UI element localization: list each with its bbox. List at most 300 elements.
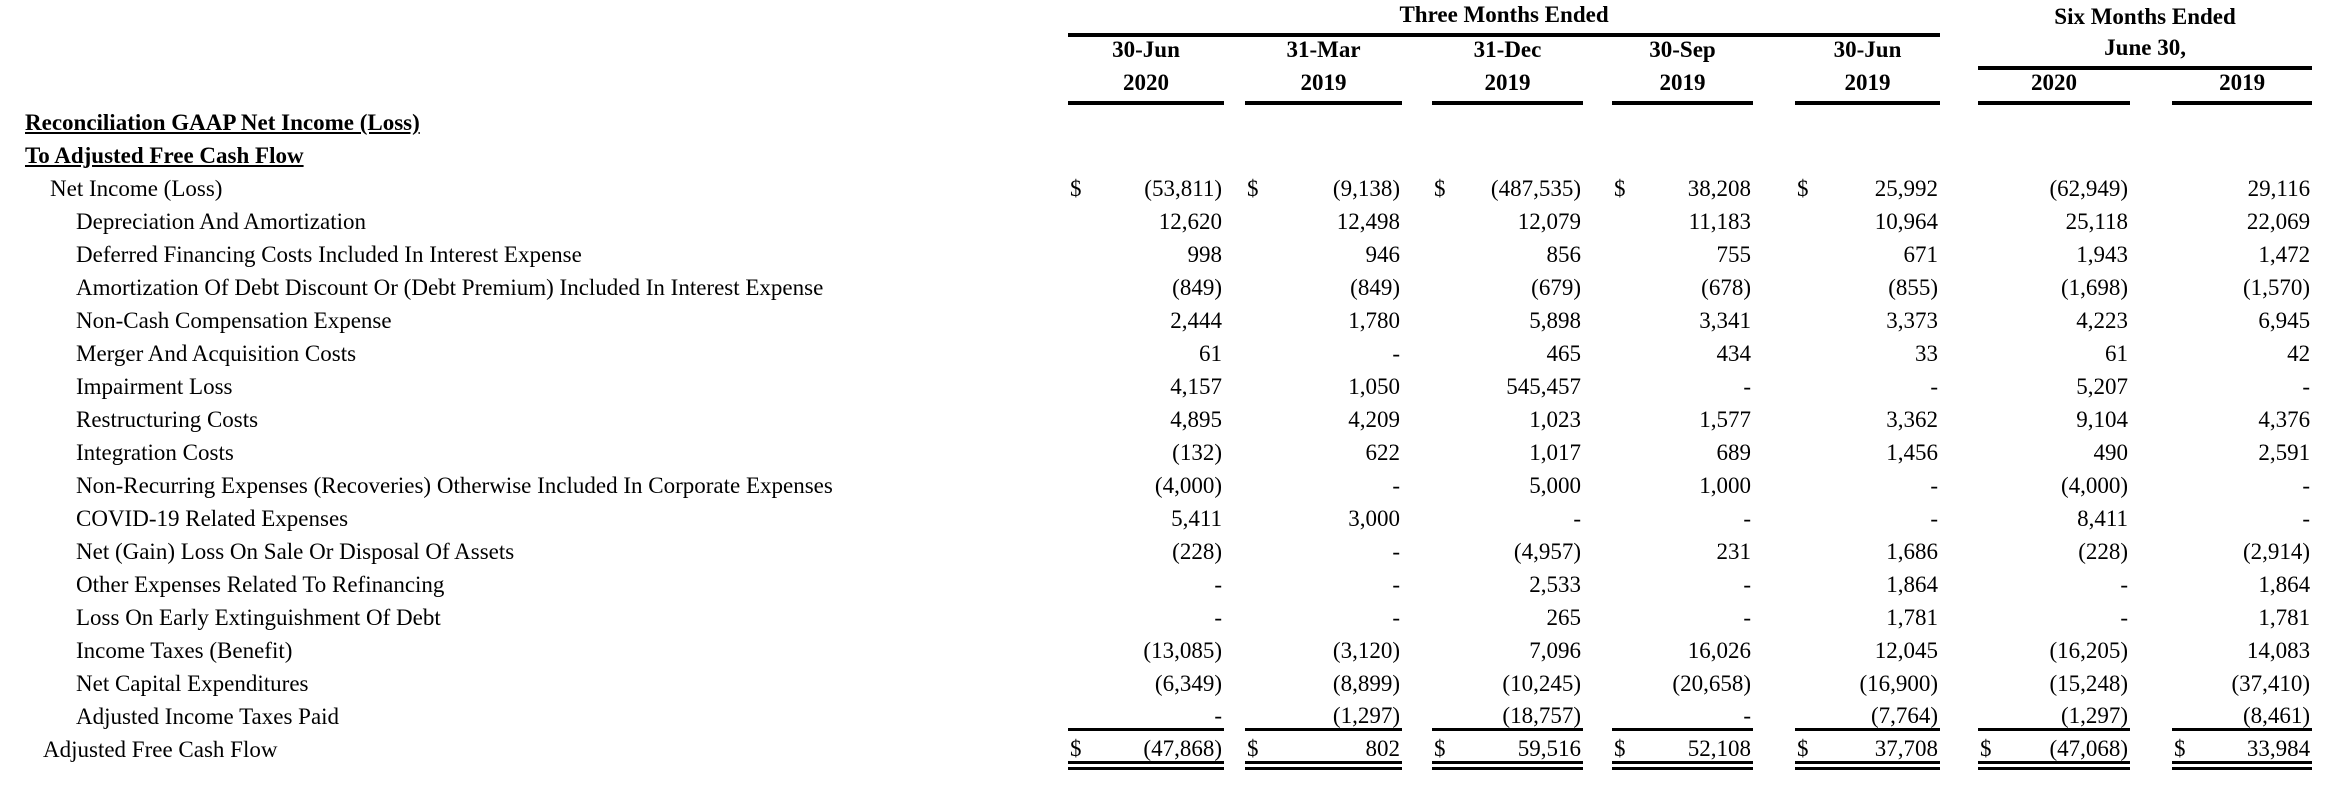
spacer-cell xyxy=(2130,103,2172,136)
spacer-cell xyxy=(1753,466,1795,499)
spacer-cell xyxy=(2312,103,2352,136)
spacer-cell xyxy=(1224,301,1245,334)
value-cell: (47,068) xyxy=(2004,730,2130,763)
value-cell: (8,899) xyxy=(1332,671,1400,696)
spacer-cell xyxy=(1402,103,1432,136)
period-date: 31-Mar xyxy=(1286,37,1361,63)
dollar-sign-cell: $ xyxy=(1795,730,1821,763)
value-cell: (855) xyxy=(1888,275,1939,300)
period-date: 31-Dec xyxy=(1473,37,1542,63)
double-rule xyxy=(1068,763,1094,769)
header-row-years xyxy=(0,68,2352,103)
spacer-cell xyxy=(1753,35,1795,68)
dollar-sign-cell xyxy=(1978,235,2004,268)
value-cell: 545,457 xyxy=(1506,374,1581,399)
double-rule xyxy=(1458,763,1583,769)
dollar-sign-cell xyxy=(1068,433,1094,466)
three-months-ended-header: Three Months Ended xyxy=(1068,2,1940,35)
dollar-sign-cell xyxy=(1795,235,1821,268)
dollar-sign-cell xyxy=(1978,433,2004,466)
period-year: 2019 xyxy=(1432,68,1583,103)
table-row xyxy=(0,367,2352,400)
table-row xyxy=(0,400,2352,433)
dollar-sign-cell xyxy=(1795,103,1821,136)
value-cell: - xyxy=(1094,697,1224,730)
spacer-cell xyxy=(1940,35,1978,68)
value-cell: 3,362 xyxy=(1886,407,1939,432)
value-cell: - xyxy=(1214,572,1222,597)
spacer-cell xyxy=(1940,631,1978,664)
spacer-cell xyxy=(2312,730,2352,763)
dollar-sign-cell xyxy=(1432,433,1458,466)
spacer-cell xyxy=(1753,235,1795,268)
value-cell: (1,297) xyxy=(1271,697,1402,730)
spacer-cell xyxy=(1402,565,1432,598)
dollar-sign-cell: $ xyxy=(1614,176,1626,201)
dollar-sign-cell xyxy=(1612,433,1638,466)
spacer-cell xyxy=(2130,730,2172,763)
spacer-cell xyxy=(1753,532,1795,565)
spacer-cell xyxy=(1583,400,1612,433)
spacer-cell xyxy=(2312,334,2352,367)
value-cell: 5,411 xyxy=(1171,506,1222,531)
spacer-cell xyxy=(1940,169,1978,202)
dollar-sign-cell xyxy=(1978,202,2004,235)
financial-statement-page xyxy=(0,2,2352,770)
spacer-cell xyxy=(1940,532,1978,565)
dollar-sign-cell xyxy=(1245,268,1271,301)
dollar-sign-cell xyxy=(1245,598,1271,631)
value-cell: 42 xyxy=(2287,341,2311,366)
spacer-cell xyxy=(2130,598,2172,631)
dollar-sign-cell xyxy=(1432,301,1458,334)
row-label: Income Taxes (Benefit) xyxy=(76,638,293,663)
spacer-cell xyxy=(1402,433,1432,466)
dollar-sign-cell xyxy=(1068,202,1094,235)
spacer-cell xyxy=(1402,334,1432,367)
dollar-sign-cell xyxy=(1245,136,1271,169)
spacer-cell xyxy=(1583,103,1612,136)
dollar-sign-cell xyxy=(1795,697,1821,730)
spacer-cell xyxy=(2130,466,2172,499)
spacer-cell xyxy=(1583,334,1612,367)
spacer-cell xyxy=(1402,466,1432,499)
value-cell: 4,209 xyxy=(1348,407,1400,432)
spacer-cell xyxy=(1224,268,1245,301)
spacer-cell xyxy=(2130,169,2172,202)
period-year: 2019 xyxy=(1612,68,1753,103)
dollar-sign-cell xyxy=(1245,631,1271,664)
spacer-cell xyxy=(1940,301,1978,334)
row-label: Net Income (Loss) xyxy=(50,176,223,201)
double-rule xyxy=(1432,763,1458,769)
spacer-cell xyxy=(1583,697,1612,730)
value-cell: 1,472 xyxy=(2258,242,2311,267)
spacer-cell xyxy=(2312,565,2352,598)
dollar-sign-cell xyxy=(1432,400,1458,433)
total-row xyxy=(0,730,2352,763)
spacer-cell xyxy=(1224,598,1245,631)
value-cell: 1,023 xyxy=(1529,407,1581,432)
dollar-sign-cell xyxy=(1795,565,1821,598)
double-rule xyxy=(1271,763,1402,769)
spacer-cell xyxy=(1224,730,1245,763)
row-label: Loss On Early Extinguishment Of Debt xyxy=(76,605,441,630)
dollar-sign-cell xyxy=(1245,433,1271,466)
row-label: Deferred Financing Costs Included In Interest Expense xyxy=(76,242,582,267)
row-label: Restructuring Costs xyxy=(76,407,259,432)
value-cell: 5,207 xyxy=(2076,374,2129,399)
spacer-cell xyxy=(2130,664,2172,697)
spacer-cell xyxy=(1753,565,1795,598)
spacer-cell xyxy=(2130,433,2172,466)
dollar-sign-cell xyxy=(1612,664,1638,697)
dollar-sign-cell xyxy=(1068,334,1094,367)
dollar-sign-cell: $ xyxy=(1068,730,1094,763)
value-cell: (228) xyxy=(2078,539,2129,564)
value-cell: 856 xyxy=(1546,242,1581,267)
spacer-cell xyxy=(1753,136,1795,169)
dollar-sign-cell xyxy=(1795,367,1821,400)
spacer-cell xyxy=(1940,235,1978,268)
dollar-sign-cell xyxy=(1245,697,1271,730)
dollar-sign-cell xyxy=(2172,433,2198,466)
spacer-cell xyxy=(1402,35,1432,68)
table-row xyxy=(0,499,2352,532)
row-label: Amortization Of Debt Discount Or (Debt Premium) Included In Interest Expense xyxy=(76,275,824,300)
table-row xyxy=(0,433,2352,466)
spacer-cell xyxy=(1940,367,1978,400)
spacer-cell xyxy=(1583,35,1612,68)
spacer-cell xyxy=(1224,664,1245,697)
dollar-sign-cell xyxy=(1068,532,1094,565)
value-cell: 5,898 xyxy=(1529,308,1581,333)
spacer-cell xyxy=(1402,598,1432,631)
spacer-cell xyxy=(1224,235,1245,268)
spacer-cell xyxy=(2312,2,2352,35)
spacer-cell xyxy=(1224,367,1245,400)
spacer-cell xyxy=(2312,301,2352,334)
spacer-cell xyxy=(1753,202,1795,235)
spacer-cell xyxy=(1224,169,1245,202)
value-cell: (20,658) xyxy=(1672,671,1751,696)
double-rule xyxy=(2172,763,2198,769)
dollar-sign-cell xyxy=(1978,367,2004,400)
value-cell: 1,864 xyxy=(1886,572,1939,597)
dollar-sign-cell xyxy=(2172,235,2198,268)
row-label: Depreciation And Amortization xyxy=(76,209,366,234)
value-cell: 6,945 xyxy=(2258,308,2311,333)
dollar-sign-cell xyxy=(1068,631,1094,664)
section-title: To Adjusted Free Cash Flow xyxy=(25,143,304,168)
value-cell: 622 xyxy=(1365,440,1400,465)
spacer-cell xyxy=(1753,499,1795,532)
table-row xyxy=(0,598,2352,631)
period-date: 30-Jun xyxy=(1833,37,1902,63)
spacer-cell xyxy=(2130,68,2172,103)
spacer-cell xyxy=(1583,433,1612,466)
spacer-cell xyxy=(2130,631,2172,664)
spacer-cell xyxy=(2130,697,2172,730)
spacer-cell xyxy=(1753,334,1795,367)
dollar-sign-cell xyxy=(1612,235,1638,268)
spacer-cell xyxy=(1402,136,1432,169)
value-cell: 1,686 xyxy=(1886,539,1939,564)
row-label: Adjusted Income Taxes Paid xyxy=(76,704,340,729)
period-year: 2020 xyxy=(1978,68,2130,103)
value-cell: - xyxy=(1930,473,1939,498)
spacer-cell xyxy=(1753,598,1795,631)
spacer-cell xyxy=(2130,235,2172,268)
spacer-cell xyxy=(1402,68,1432,103)
table-row xyxy=(0,697,2352,730)
value-cell: 1,577 xyxy=(1699,407,1751,432)
value-cell xyxy=(1271,103,1402,136)
dollar-sign-cell: $ xyxy=(1247,176,1259,201)
dollar-sign-cell xyxy=(1068,466,1094,499)
period-date: 30-Jun xyxy=(1112,37,1180,63)
spacer-cell xyxy=(1583,598,1612,631)
table-header xyxy=(0,2,2352,103)
value-cell: 4,157 xyxy=(1170,374,1222,399)
dollar-sign-cell xyxy=(1245,367,1271,400)
table-row xyxy=(0,466,2352,499)
spacer-cell xyxy=(1583,169,1612,202)
value-cell: 1,050 xyxy=(1348,374,1400,399)
value-cell: - xyxy=(1743,506,1751,531)
value-cell: - xyxy=(1930,506,1939,531)
value-cell xyxy=(1094,103,1224,136)
spacer-cell xyxy=(1940,268,1978,301)
double-rule xyxy=(2004,763,2130,769)
value-cell: 671 xyxy=(1903,242,1939,267)
value-cell: - xyxy=(1392,473,1400,498)
spacer-cell xyxy=(1224,565,1245,598)
value-cell: (1,570) xyxy=(2243,275,2311,300)
spacer-cell xyxy=(2312,499,2352,532)
value-cell: (1,698) xyxy=(2060,275,2129,300)
dollar-sign-cell xyxy=(1245,400,1271,433)
spacer-cell xyxy=(1753,68,1795,103)
value-cell: (37,410) xyxy=(2231,671,2311,696)
value-cell: - xyxy=(1392,539,1400,564)
dollar-sign-cell: $ xyxy=(2172,730,2198,763)
dollar-sign-cell xyxy=(1795,334,1821,367)
dollar-sign-cell xyxy=(1068,235,1094,268)
value-cell: (6,349) xyxy=(1154,671,1222,696)
spacer-cell xyxy=(2130,367,2172,400)
value-cell: (228) xyxy=(1172,539,1222,564)
dollar-sign-cell xyxy=(1432,334,1458,367)
value-cell: (3,120) xyxy=(1332,638,1400,663)
value-cell: 16,026 xyxy=(1687,638,1751,663)
dollar-sign-cell xyxy=(2172,565,2198,598)
dollar-sign-cell xyxy=(1432,598,1458,631)
value-cell xyxy=(2198,136,2312,169)
dollar-sign-cell xyxy=(1432,499,1458,532)
value-cell: (4,000) xyxy=(1154,473,1222,498)
dollar-sign-cell xyxy=(1612,631,1638,664)
spacer-cell xyxy=(1940,202,1978,235)
spacer-cell xyxy=(1753,697,1795,730)
value-cell: 4,376 xyxy=(2258,407,2311,432)
spacer-cell xyxy=(1583,499,1612,532)
value-cell: - xyxy=(1638,697,1753,730)
value-cell xyxy=(1821,136,1940,169)
value-cell: (16,205) xyxy=(2049,638,2129,663)
spacer-cell xyxy=(1583,202,1612,235)
value-cell: 9,104 xyxy=(2076,407,2129,432)
spacer-cell xyxy=(1402,499,1432,532)
spacer-cell xyxy=(2130,268,2172,301)
dollar-sign-cell xyxy=(1068,301,1094,334)
dollar-sign-cell xyxy=(1612,136,1638,169)
value-cell: - xyxy=(2302,506,2311,531)
spacer-cell xyxy=(2312,631,2352,664)
dollar-sign-cell xyxy=(1068,565,1094,598)
value-cell: (8,461) xyxy=(2198,697,2312,730)
value-cell: 33 xyxy=(1915,341,1939,366)
value-cell: 434 xyxy=(1716,341,1751,366)
dollar-sign-cell xyxy=(1795,433,1821,466)
dollar-sign-cell xyxy=(2172,367,2198,400)
row-label: Net (Gain) Loss On Sale Or Disposal Of Assets xyxy=(76,539,515,564)
dollar-sign-cell: $ xyxy=(1432,730,1458,763)
dollar-sign-cell xyxy=(2172,169,2198,202)
dollar-sign-cell xyxy=(2172,301,2198,334)
spacer-cell xyxy=(1402,763,1432,769)
dollar-sign-cell xyxy=(1612,598,1638,631)
spacer-cell xyxy=(1224,763,1245,769)
dollar-sign-cell xyxy=(1432,532,1458,565)
value-cell: - xyxy=(1743,605,1751,630)
value-cell: 33,984 xyxy=(2198,730,2312,763)
spacer-cell xyxy=(2312,433,2352,466)
table-row xyxy=(0,532,2352,565)
dollar-sign-cell xyxy=(1978,400,2004,433)
value-cell: - xyxy=(2120,605,2129,630)
value-cell: (4,000) xyxy=(2060,473,2129,498)
spacer-cell xyxy=(1940,697,1978,730)
dollar-sign-cell xyxy=(1432,367,1458,400)
value-cell: 8,411 xyxy=(2077,506,2129,531)
double-rule xyxy=(1795,763,1821,769)
spacer-cell xyxy=(2130,400,2172,433)
table-row xyxy=(0,334,2352,367)
value-cell: 61 xyxy=(1199,341,1222,366)
spacer-cell xyxy=(1753,367,1795,400)
value-cell xyxy=(1821,103,1940,136)
period-year: 2020 xyxy=(1068,68,1224,103)
dollar-sign-cell xyxy=(1612,202,1638,235)
table-row xyxy=(0,565,2352,598)
section-title-row xyxy=(0,103,2352,136)
spacer-cell xyxy=(2312,169,2352,202)
row-label: Other Expenses Related To Refinancing xyxy=(76,572,445,597)
value-cell: 3,000 xyxy=(1348,506,1400,531)
dollar-sign-cell xyxy=(1432,103,1458,136)
dollar-sign-cell xyxy=(2172,664,2198,697)
dollar-sign-cell xyxy=(2172,598,2198,631)
value-cell: - xyxy=(2302,374,2311,399)
value-cell: 998 xyxy=(1187,242,1222,267)
dollar-sign-cell: $ xyxy=(1245,730,1271,763)
double-rule xyxy=(1245,763,1271,769)
value-cell: (132) xyxy=(1172,440,1222,465)
value-cell: 465 xyxy=(1546,341,1581,366)
dollar-sign-cell xyxy=(2172,334,2198,367)
dollar-sign-cell xyxy=(1978,697,2004,730)
table-row xyxy=(0,664,2352,697)
spacer-cell xyxy=(1402,202,1432,235)
dollar-sign-cell xyxy=(1612,565,1638,598)
dollar-sign-cell xyxy=(1795,136,1821,169)
value-cell: - xyxy=(1573,506,1581,531)
spacer-cell xyxy=(2312,466,2352,499)
value-cell: (1,297) xyxy=(2004,697,2130,730)
spacer-cell xyxy=(1583,68,1612,103)
value-cell: - xyxy=(2120,572,2129,597)
dollar-sign-cell xyxy=(1245,532,1271,565)
spacer-cell xyxy=(1583,631,1612,664)
value-cell: 946 xyxy=(1365,242,1400,267)
value-cell: 37,708 xyxy=(1821,730,1940,763)
spacer-cell xyxy=(1940,400,1978,433)
value-cell: (53,811) xyxy=(1144,176,1222,201)
spacer-cell xyxy=(1402,697,1432,730)
value-cell: 22,069 xyxy=(2246,209,2311,234)
table-body xyxy=(0,103,2352,769)
spacer-cell xyxy=(2130,136,2172,169)
spacer-cell xyxy=(1583,565,1612,598)
spacer-cell xyxy=(1402,664,1432,697)
value-cell: 52,108 xyxy=(1638,730,1753,763)
dollar-sign-cell xyxy=(2172,400,2198,433)
value-cell: 12,079 xyxy=(1517,209,1581,234)
value-cell: 490 xyxy=(2093,440,2129,465)
dollar-sign-cell: $ xyxy=(1797,176,1809,201)
value-cell: (2,914) xyxy=(2243,539,2311,564)
dollar-sign-cell xyxy=(1068,400,1094,433)
table-row xyxy=(0,301,2352,334)
dollar-sign-cell: $ xyxy=(1434,176,1446,201)
dollar-sign-cell: $ xyxy=(1612,730,1638,763)
spacer-cell xyxy=(1402,235,1432,268)
dollar-sign-cell xyxy=(1612,532,1638,565)
dollar-sign-cell xyxy=(1612,301,1638,334)
dollar-sign-cell xyxy=(2172,532,2198,565)
dollar-sign-cell xyxy=(1245,334,1271,367)
spacer-cell xyxy=(1940,763,1978,769)
dollar-sign-cell xyxy=(1068,697,1094,730)
spacer-cell xyxy=(1583,532,1612,565)
table-row xyxy=(0,268,2352,301)
value-cell: (678) xyxy=(1701,275,1751,300)
spacer-cell xyxy=(2130,202,2172,235)
dollar-sign-cell xyxy=(1068,664,1094,697)
spacer-cell xyxy=(1940,334,1978,367)
spacer-cell xyxy=(2312,202,2352,235)
double-rule xyxy=(2198,763,2312,769)
dollar-sign-cell: $ xyxy=(1070,176,1082,201)
dollar-sign-cell xyxy=(1795,400,1821,433)
spacer-cell xyxy=(2130,565,2172,598)
dollar-sign-cell xyxy=(1978,103,2004,136)
dollar-sign-cell xyxy=(2172,631,2198,664)
value-cell: (16,900) xyxy=(1859,671,1939,696)
value-cell: 14,083 xyxy=(2246,638,2311,663)
value-cell: 12,045 xyxy=(1874,638,1939,663)
